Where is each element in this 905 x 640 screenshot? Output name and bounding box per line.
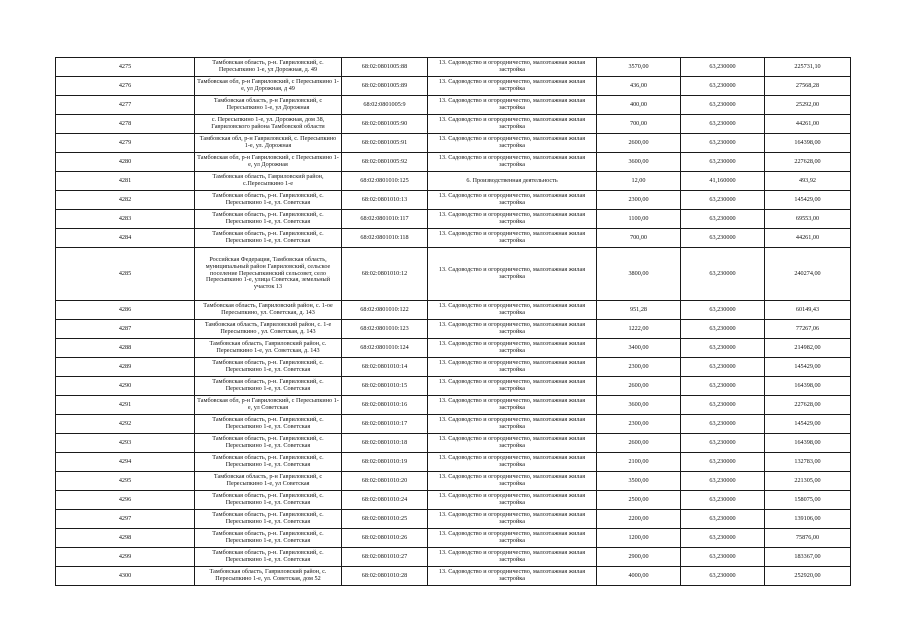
cadastral-number-cell: 68:02:0801010:18 bbox=[342, 434, 428, 453]
area-cell: 700,00 bbox=[597, 115, 681, 134]
cadastral-value-cell: 75876,00 bbox=[765, 529, 851, 548]
land-use-cell: 13. Садоводство и огородничество, малоэтажная жилая застройка bbox=[428, 229, 597, 248]
land-use-cell: 13. Садоводство и огородничество, малоэтажная жилая застройка bbox=[428, 301, 597, 320]
specific-value-cell: 63,230000 bbox=[681, 396, 765, 415]
specific-value-cell: 63,230000 bbox=[681, 472, 765, 491]
cadastral-value-cell: 227628,00 bbox=[765, 153, 851, 172]
address-cell: Тамбовская область, р-н. Гавриловский, с. Пересыпкино 1-е, ул. Советская bbox=[195, 377, 342, 396]
cadastral-value-cell: 69553,00 bbox=[765, 210, 851, 229]
cadastral-number-cell: 68:02:0801010:118 bbox=[342, 229, 428, 248]
address-cell: Тамбовская обл, р-н Гавриловский, с Пересыпкино 1-е, ул Дорожная, д 49 bbox=[195, 77, 342, 96]
area-cell: 4000,00 bbox=[597, 567, 681, 586]
table-row bbox=[56, 396, 851, 415]
land-use-cell: 13. Садоводство и огородничество, малоэтажная жилая застройка bbox=[428, 58, 597, 77]
address-cell: Тамбовская область, р-н Гавриловский, с Пересыпкино 1-е, ул Советская bbox=[195, 472, 342, 491]
cadastral-number-cell: 68:02:0801010:13 bbox=[342, 191, 428, 210]
land-use-cell: 6. Производственная деятельность bbox=[428, 172, 597, 191]
specific-value-cell: 63,230000 bbox=[681, 339, 765, 358]
specific-value-cell: 63,230000 bbox=[681, 548, 765, 567]
table-row bbox=[56, 567, 851, 586]
row-number-cell: 4283 bbox=[56, 210, 195, 229]
table-row bbox=[56, 210, 851, 229]
table-row bbox=[56, 191, 851, 210]
cadastral-value-cell: 27568,28 bbox=[765, 77, 851, 96]
cadastral-value-cell: 493,92 bbox=[765, 172, 851, 191]
area-cell: 12,00 bbox=[597, 172, 681, 191]
area-cell: 1200,00 bbox=[597, 529, 681, 548]
address-cell: Тамбовская обл, р-н Гавриловский, с Пересыпкино 1-е, ул Советская bbox=[195, 396, 342, 415]
cadastral-number-cell: 68:02:0801005:91 bbox=[342, 134, 428, 153]
address-cell: Тамбовская область, р-н. Гавриловский, с. Пересыпкино 1-е, ул. Советская bbox=[195, 415, 342, 434]
specific-value-cell: 63,230000 bbox=[681, 358, 765, 377]
area-cell: 436,00 bbox=[597, 77, 681, 96]
table-row bbox=[56, 453, 851, 472]
land-use-cell: 13. Садоводство и огородничество, малоэтажная жилая застройка bbox=[428, 134, 597, 153]
cadastral-value-cell: 158075,00 bbox=[765, 491, 851, 510]
cadastral-value-cell: 240274,00 bbox=[765, 248, 851, 301]
row-number-cell: 4275 bbox=[56, 58, 195, 77]
address-cell: Тамбовская область, р-н Гавриловский, с Пересыпкино 1-е, ул Дорожная bbox=[195, 96, 342, 115]
address-cell: с. Пересыпкино 1-е, ул. Дорожная, дом 38, Гавриловского района Тамбовской области bbox=[195, 115, 342, 134]
specific-value-cell: 63,230000 bbox=[681, 377, 765, 396]
cadastral-value-cell: 164398,00 bbox=[765, 434, 851, 453]
row-number-cell: 4277 bbox=[56, 96, 195, 115]
address-cell: Российская Федерация, Тамбовская область, муниципальный район Гавриловский, сельское поселение Пересыпкинский сельсовет, село Пересыпкино 1-е, улица Советская, земельный участок 13 bbox=[195, 248, 342, 301]
cadastral-number-cell: 68:02:0801010:14 bbox=[342, 358, 428, 377]
table-row bbox=[56, 529, 851, 548]
specific-value-cell: 63,230000 bbox=[681, 453, 765, 472]
table-row bbox=[56, 320, 851, 339]
row-number-cell: 4297 bbox=[56, 510, 195, 529]
specific-value-cell: 63,230000 bbox=[681, 320, 765, 339]
specific-value-cell: 63,230000 bbox=[681, 229, 765, 248]
row-number-cell: 4284 bbox=[56, 229, 195, 248]
cadastral-number-cell: 68:02:0801010:27 bbox=[342, 548, 428, 567]
row-number-cell: 4280 bbox=[56, 153, 195, 172]
table-row bbox=[56, 248, 851, 301]
cadastral-number-cell: 68:02:0801010:24 bbox=[342, 491, 428, 510]
cadastral-value-cell: 227628,00 bbox=[765, 396, 851, 415]
address-cell: Тамбовская область, р-н. Гавриловский, с. Пересыпкино 1-е, ул Дорожная, д. 49 bbox=[195, 58, 342, 77]
cadastral-number-cell: 68:02:0801005:88 bbox=[342, 58, 428, 77]
table-row bbox=[56, 77, 851, 96]
address-cell: Тамбовская область, Гавриловский район, с. Пересыпкино 1-е, ул. Советская, дом 52 bbox=[195, 567, 342, 586]
land-use-cell: 13. Садоводство и огородничество, малоэтажная жилая застройка bbox=[428, 320, 597, 339]
row-number-cell: 4278 bbox=[56, 115, 195, 134]
land-use-cell: 13. Садоводство и огородничество, малоэтажная жилая застройка bbox=[428, 491, 597, 510]
specific-value-cell: 63,230000 bbox=[681, 191, 765, 210]
area-cell: 951,28 bbox=[597, 301, 681, 320]
cadastral-number-cell: 68:02:0801010:125 bbox=[342, 172, 428, 191]
area-cell: 1100,00 bbox=[597, 210, 681, 229]
row-number-cell: 4281 bbox=[56, 172, 195, 191]
area-cell: 2300,00 bbox=[597, 358, 681, 377]
land-use-cell: 13. Садоводство и огородничество, малоэтажная жилая застройка bbox=[428, 115, 597, 134]
land-use-cell: 13. Садоводство и огородничество, малоэтажная жилая застройка bbox=[428, 472, 597, 491]
land-use-cell: 13. Садоводство и огородничество, малоэтажная жилая застройка bbox=[428, 153, 597, 172]
area-cell: 3600,00 bbox=[597, 396, 681, 415]
cadastral-number-cell: 68:02:0801010:122 bbox=[342, 301, 428, 320]
cadastral-value-cell: 44261,00 bbox=[765, 115, 851, 134]
cadastral-number-cell: 68:02:0801005:9 bbox=[342, 96, 428, 115]
table-row bbox=[56, 491, 851, 510]
table-row bbox=[56, 134, 851, 153]
cadastral-number-cell: 68:02:0801010:28 bbox=[342, 567, 428, 586]
cadastral-value-cell: 225731,10 bbox=[765, 58, 851, 77]
area-cell: 2900,00 bbox=[597, 548, 681, 567]
row-number-cell: 4290 bbox=[56, 377, 195, 396]
land-use-cell: 13. Садоводство и огородничество, малоэтажная жилая застройка bbox=[428, 415, 597, 434]
address-cell: Тамбовская область, р-н. Гавриловский, с. Пересыпкино 1-е, ул. Советская bbox=[195, 529, 342, 548]
specific-value-cell: 63,230000 bbox=[681, 567, 765, 586]
specific-value-cell: 63,230000 bbox=[681, 58, 765, 77]
land-use-cell: 13. Садоводство и огородничество, малоэтажная жилая застройка bbox=[428, 548, 597, 567]
row-number-cell: 4291 bbox=[56, 396, 195, 415]
table-row bbox=[56, 115, 851, 134]
row-number-cell: 4285 bbox=[56, 248, 195, 301]
area-cell: 3400,00 bbox=[597, 339, 681, 358]
specific-value-cell: 63,230000 bbox=[681, 210, 765, 229]
specific-value-cell: 63,230000 bbox=[681, 415, 765, 434]
row-number-cell: 4299 bbox=[56, 548, 195, 567]
row-number-cell: 4292 bbox=[56, 415, 195, 434]
address-cell: Тамбовская обл, р-н Гавриловский, с Пересыпкино 1-е, ул Дорожная bbox=[195, 153, 342, 172]
row-number-cell: 4295 bbox=[56, 472, 195, 491]
land-use-cell: 13. Садоводство и огородничество, малоэтажная жилая застройка bbox=[428, 377, 597, 396]
cadastral-number-cell: 68:02:0801010:19 bbox=[342, 453, 428, 472]
address-cell: Тамбовская область, р-н. Гавриловский, с. Пересыпкино 1-е, ул. Советская bbox=[195, 434, 342, 453]
address-cell: Тамбовская область, р-н. Гавриловский, с. Пересыпкино 1-е, ул. Советская bbox=[195, 491, 342, 510]
row-number-cell: 4286 bbox=[56, 301, 195, 320]
cadastral-number-cell: 68:02:0801010:15 bbox=[342, 377, 428, 396]
cadastral-value-table bbox=[55, 57, 851, 586]
table-row bbox=[56, 434, 851, 453]
row-number-cell: 4293 bbox=[56, 434, 195, 453]
land-use-cell: 13. Садоводство и огородничество, малоэтажная жилая застройка bbox=[428, 248, 597, 301]
cadastral-number-cell: 68:02:0801010:124 bbox=[342, 339, 428, 358]
address-cell: Тамбовская область, р-н. Гавриловский, с. Пересыпкино 1-е, ул. Советская bbox=[195, 510, 342, 529]
cadastral-number-cell: 68:02:0801010:16 bbox=[342, 396, 428, 415]
cadastral-value-cell: 132783,00 bbox=[765, 453, 851, 472]
cadastral-value-cell: 164398,00 bbox=[765, 134, 851, 153]
cadastral-value-cell: 221305,00 bbox=[765, 472, 851, 491]
table-row bbox=[56, 339, 851, 358]
specific-value-cell: 63,230000 bbox=[681, 434, 765, 453]
row-number-cell: 4276 bbox=[56, 77, 195, 96]
address-cell: Тамбовская область, Гавриловский район, с. Пересыпкино 1-е, ул. Советская, д. 143 bbox=[195, 339, 342, 358]
specific-value-cell: 41,160000 bbox=[681, 172, 765, 191]
specific-value-cell: 63,230000 bbox=[681, 134, 765, 153]
row-number-cell: 4288 bbox=[56, 339, 195, 358]
area-cell: 2100,00 bbox=[597, 453, 681, 472]
land-use-cell: 13. Садоводство и огородничество, малоэтажная жилая застройка bbox=[428, 434, 597, 453]
specific-value-cell: 63,230000 bbox=[681, 491, 765, 510]
table-row bbox=[56, 301, 851, 320]
area-cell: 2300,00 bbox=[597, 191, 681, 210]
area-cell: 2300,00 bbox=[597, 415, 681, 434]
area-cell: 3500,00 bbox=[597, 472, 681, 491]
specific-value-cell: 63,230000 bbox=[681, 77, 765, 96]
land-use-cell: 13. Садоводство и огородничество, малоэтажная жилая застройка bbox=[428, 191, 597, 210]
cadastral-value-cell: 60149,43 bbox=[765, 301, 851, 320]
table-row bbox=[56, 377, 851, 396]
area-cell: 400,00 bbox=[597, 96, 681, 115]
cadastral-value-cell: 25292,00 bbox=[765, 96, 851, 115]
table-row bbox=[56, 472, 851, 491]
cadastral-value-cell: 139106,00 bbox=[765, 510, 851, 529]
cadastral-number-cell: 68:02:0801010:26 bbox=[342, 529, 428, 548]
specific-value-cell: 63,230000 bbox=[681, 115, 765, 134]
area-cell: 700,00 bbox=[597, 229, 681, 248]
table-row bbox=[56, 510, 851, 529]
specific-value-cell: 63,230000 bbox=[681, 248, 765, 301]
specific-value-cell: 63,230000 bbox=[681, 301, 765, 320]
cadastral-value-cell: 145429,00 bbox=[765, 191, 851, 210]
table-row bbox=[56, 415, 851, 434]
land-use-cell: 13. Садоводство и огородничество, малоэтажная жилая застройка bbox=[428, 358, 597, 377]
area-cell: 2200,00 bbox=[597, 510, 681, 529]
cadastral-number-cell: 68:02:0801010:12 bbox=[342, 248, 428, 301]
row-number-cell: 4279 bbox=[56, 134, 195, 153]
cadastral-number-cell: 68:02:0801010:117 bbox=[342, 210, 428, 229]
land-use-cell: 13. Садоводство и огородничество, малоэтажная жилая застройка bbox=[428, 567, 597, 586]
area-cell: 2600,00 bbox=[597, 434, 681, 453]
address-cell: Тамбовская область, р-н. Гавриловский, с. Пересыпкино 1-е, ул. Советская bbox=[195, 358, 342, 377]
cadastral-number-cell: 68:02:0801005:89 bbox=[342, 77, 428, 96]
address-cell: Тамбовская область, Гавриловский район, с. 1-ое Пересыпкино, ул. Советская, д. 143 bbox=[195, 301, 342, 320]
land-use-cell: 13. Садоводство и огородничество, малоэтажная жилая застройка bbox=[428, 339, 597, 358]
table-row bbox=[56, 153, 851, 172]
specific-value-cell: 63,230000 bbox=[681, 153, 765, 172]
table-body bbox=[56, 58, 851, 586]
cadastral-value-cell: 44261,00 bbox=[765, 229, 851, 248]
area-cell: 1222,00 bbox=[597, 320, 681, 339]
area-cell: 3600,00 bbox=[597, 153, 681, 172]
address-cell: Тамбовская область, Гавриловский район, с. 1-е Пересыпкино , ул. Советская, д. 143 bbox=[195, 320, 342, 339]
table-row bbox=[56, 58, 851, 77]
specific-value-cell: 63,230000 bbox=[681, 510, 765, 529]
cadastral-value-cell: 164398,00 bbox=[765, 377, 851, 396]
cadastral-number-cell: 68:02:0801010:17 bbox=[342, 415, 428, 434]
address-cell: Тамбовская область, р-н. Гавриловский, с. Пересыпкино 1-е, ул. Советская bbox=[195, 548, 342, 567]
address-cell: Тамбовская область, р-н. Гавриловский, с. Пересыпкино 1-е, ул. Советская bbox=[195, 210, 342, 229]
row-number-cell: 4300 bbox=[56, 567, 195, 586]
land-use-cell: 13. Садоводство и огородничество, малоэтажная жилая застройка bbox=[428, 529, 597, 548]
cadastral-value-cell: 145429,00 bbox=[765, 358, 851, 377]
table-row bbox=[56, 172, 851, 191]
address-cell: Тамбовская обл, р-н Гавриловский, с. Пересыпкино 1-е, ул. Дорожная bbox=[195, 134, 342, 153]
cadastral-value-cell: 77267,06 bbox=[765, 320, 851, 339]
address-cell: Тамбовская область, Гавриловский район, с.Пересыпкино 1-е bbox=[195, 172, 342, 191]
area-cell: 3570,00 bbox=[597, 58, 681, 77]
row-number-cell: 4298 bbox=[56, 529, 195, 548]
specific-value-cell: 63,230000 bbox=[681, 529, 765, 548]
cadastral-number-cell: 68:02:0801005:90 bbox=[342, 115, 428, 134]
land-use-cell: 13. Садоводство и огородничество, малоэтажная жилая застройка bbox=[428, 96, 597, 115]
row-number-cell: 4287 bbox=[56, 320, 195, 339]
row-number-cell: 4296 bbox=[56, 491, 195, 510]
address-cell: Тамбовская область, р-н. Гавриловский, с. Пересыпкино 1-е, ул. Советская bbox=[195, 191, 342, 210]
cadastral-value-cell: 252920,00 bbox=[765, 567, 851, 586]
land-use-cell: 13. Садоводство и огородничество, малоэтажная жилая застройка bbox=[428, 510, 597, 529]
land-use-cell: 13. Садоводство и огородничество, малоэтажная жилая застройка bbox=[428, 396, 597, 415]
specific-value-cell: 63,230000 bbox=[681, 96, 765, 115]
land-use-cell: 13. Садоводство и огородничество, малоэтажная жилая застройка bbox=[428, 453, 597, 472]
table-row bbox=[56, 358, 851, 377]
cadastral-value-cell: 183367,00 bbox=[765, 548, 851, 567]
cadastral-number-cell: 68:02:0801005:92 bbox=[342, 153, 428, 172]
table-row bbox=[56, 548, 851, 567]
cadastral-number-cell: 68:02:0801010:25 bbox=[342, 510, 428, 529]
land-use-cell: 13. Садоводство и огородничество, малоэтажная жилая застройка bbox=[428, 210, 597, 229]
table-row bbox=[56, 96, 851, 115]
land-use-cell: 13. Садоводство и огородничество, малоэтажная жилая застройка bbox=[428, 77, 597, 96]
cadastral-value-cell: 145429,00 bbox=[765, 415, 851, 434]
area-cell: 2600,00 bbox=[597, 377, 681, 396]
address-cell: Тамбовская область, р-н. Гавриловский, с. Пересыпкино 1-е, ул. Советская bbox=[195, 453, 342, 472]
cadastral-value-cell: 214982,00 bbox=[765, 339, 851, 358]
row-number-cell: 4289 bbox=[56, 358, 195, 377]
cadastral-number-cell: 68:02:0801010:123 bbox=[342, 320, 428, 339]
table-row bbox=[56, 229, 851, 248]
row-number-cell: 4294 bbox=[56, 453, 195, 472]
area-cell: 2500,00 bbox=[597, 491, 681, 510]
row-number-cell: 4282 bbox=[56, 191, 195, 210]
area-cell: 3800,00 bbox=[597, 248, 681, 301]
address-cell: Тамбовская область, р-н. Гавриловский, с. Пересыпкино 1-е, ул. Советская bbox=[195, 229, 342, 248]
cadastral-number-cell: 68:02:0801010:20 bbox=[342, 472, 428, 491]
area-cell: 2600,00 bbox=[597, 134, 681, 153]
